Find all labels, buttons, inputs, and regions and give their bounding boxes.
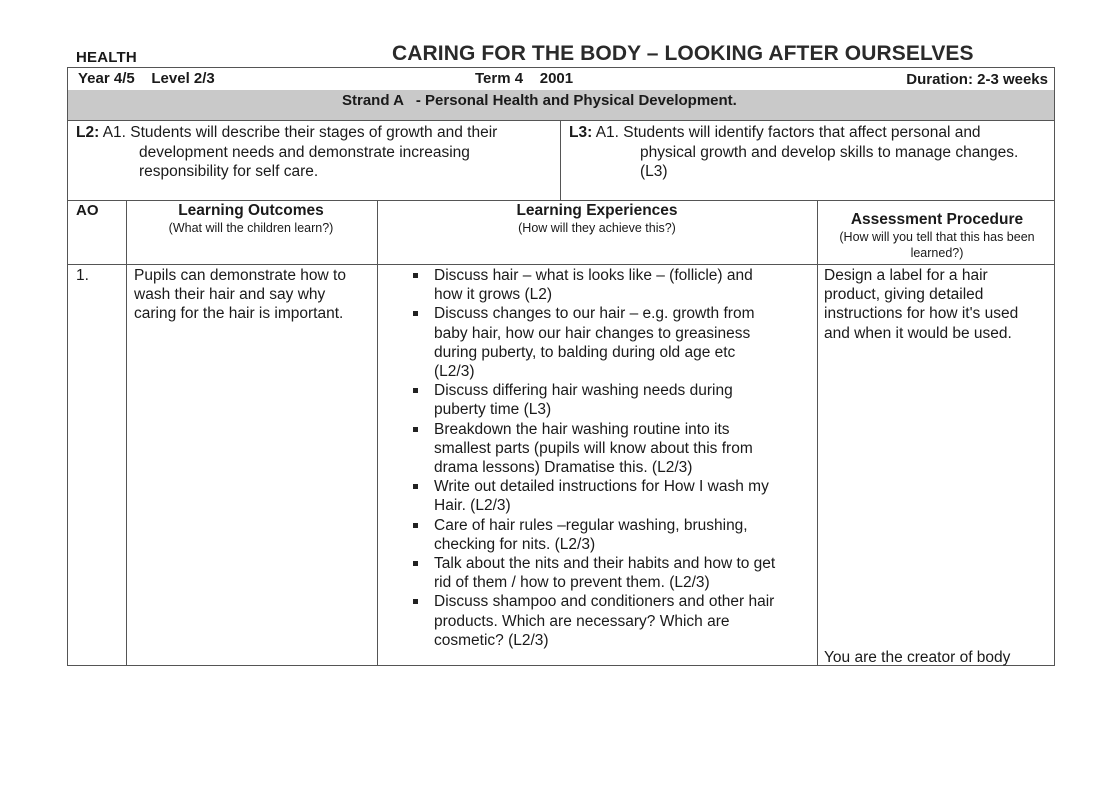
list-item — [410, 381, 816, 419]
experiences-list — [410, 266, 816, 650]
list-item — [410, 304, 816, 381]
experience-line: Write out detailed instructions for How I wash my — [434, 478, 769, 496]
header-assessment-title: Assessment Procedure — [850, 211, 1024, 228]
experience-line: Discuss hair – what is looks like – (follicle) and — [434, 267, 753, 284]
table-row — [68, 264, 1054, 667]
objective-l2-line: A1. Students will describe their stages of growth and their — [102, 124, 498, 141]
objective-l3-line: A1. Students will identify factors that affect personal and — [595, 124, 981, 141]
duration-label: Duration: 2-3 weeks — [906, 71, 1048, 88]
experience-line: products. Which are necessary? Which are — [434, 612, 730, 630]
list-item — [410, 516, 816, 554]
assessment-line: instructions for how it's used — [824, 305, 1019, 323]
header-ao: AO — [76, 202, 99, 219]
header-learning-experiences — [378, 202, 816, 236]
header-outcomes-sub: (What will the children learn?) — [168, 221, 334, 235]
experience-line: Care of hair rules –regular washing, brushing, — [434, 516, 748, 534]
bullet-icon — [413, 599, 418, 604]
experience-line: cosmetic? (L2/3) — [434, 631, 549, 649]
experience-line: Discuss differing hair washing needs during — [434, 382, 733, 400]
assessment-footer: You are the creator of body — [824, 648, 1011, 666]
page-title: CARING FOR THE BODY – LOOKING AFTER OURSELVES — [392, 42, 974, 65]
outcome-line: caring for the hair is important. — [134, 305, 344, 323]
experience-line: Talk about the nits and their habits and how to get — [434, 555, 776, 573]
objective-l2-line: responsibility for self care. — [139, 163, 319, 180]
assessment-line: product, giving detailed — [824, 286, 984, 304]
ao-number: 1. — [76, 267, 89, 284]
bullet-icon — [413, 561, 418, 566]
objective-l3 — [560, 120, 1056, 200]
bullet-icon — [413, 427, 418, 432]
learning-outcome — [134, 266, 374, 324]
experience-line: checking for nits. (L2/3) — [434, 535, 596, 553]
bullet-icon — [413, 523, 418, 528]
list-item — [410, 266, 816, 304]
objective-l3-line: physical growth and develop skills to manage changes. — [640, 143, 1019, 161]
subject-label: HEALTH — [76, 49, 137, 66]
strand-row — [68, 90, 1054, 121]
header-assessment-sub: (How will you tell that this has been learned?) — [839, 230, 1035, 260]
experience-line: Discuss shampoo and conditioners and other hair — [434, 593, 775, 611]
objectives-row — [68, 120, 1054, 201]
column-headers — [68, 200, 1054, 265]
experience-line: smallest parts (pupils will know about this from — [434, 439, 753, 457]
assessment-line: and when it would be used. — [824, 324, 1012, 342]
experience-line: puberty time (L3) — [434, 401, 552, 419]
bullet-icon — [413, 311, 418, 316]
outcome-line: Pupils can demonstrate how to — [134, 267, 346, 284]
header-experiences-sub: (How will they achieve this?) — [518, 221, 676, 235]
strand-label: Strand A - Personal Health and Physical Development. — [342, 92, 737, 109]
assessment-procedure — [824, 266, 1052, 343]
list-item — [410, 554, 816, 592]
term-label: Term 4 2001 — [475, 70, 574, 87]
experience-line: how it grows (L2) — [434, 286, 553, 304]
bullet-icon — [413, 388, 418, 393]
experience-line: during puberty, to balding during old age etc — [434, 343, 736, 361]
objective-l3-code: L3: — [569, 124, 593, 141]
header-experiences-title: Learning Experiences — [516, 202, 678, 219]
header-outcomes-title: Learning Outcomes — [178, 202, 324, 219]
bullet-icon — [413, 273, 418, 278]
experience-line: rid of them / how to prevent them. (L2/3) — [434, 574, 710, 592]
assessment-line: Design a label for a hair — [824, 267, 988, 284]
list-item — [410, 592, 816, 650]
list-item — [410, 477, 816, 515]
header-learning-outcomes — [126, 202, 376, 236]
experience-line: Hair. (L2/3) — [434, 497, 511, 515]
objective-l2 — [76, 123, 546, 182]
list-item — [410, 420, 816, 478]
meta-row — [68, 68, 1054, 91]
experience-line: Discuss changes to our hair – e.g. growth from — [434, 305, 755, 323]
header-assessment-procedure — [818, 211, 1056, 261]
experience-line: (L2/3) — [434, 363, 475, 381]
bullet-icon — [413, 484, 418, 489]
plan-table — [67, 67, 1055, 666]
objective-l3-line: (L3) — [640, 163, 668, 180]
objective-l2-line: development needs and demonstrate increasing — [139, 143, 470, 161]
experience-line: Breakdown the hair washing routine into its — [434, 420, 730, 438]
year-level: Year 4/5 Level 2/3 — [78, 70, 215, 87]
experience-line: drama lessons) Dramatise this. (L2/3) — [434, 459, 693, 477]
experience-line: baby hair, how our hair changes to greasiness — [434, 324, 751, 342]
outcome-line: wash their hair and say why — [134, 286, 326, 304]
objective-l2-code: L2: — [76, 124, 100, 141]
